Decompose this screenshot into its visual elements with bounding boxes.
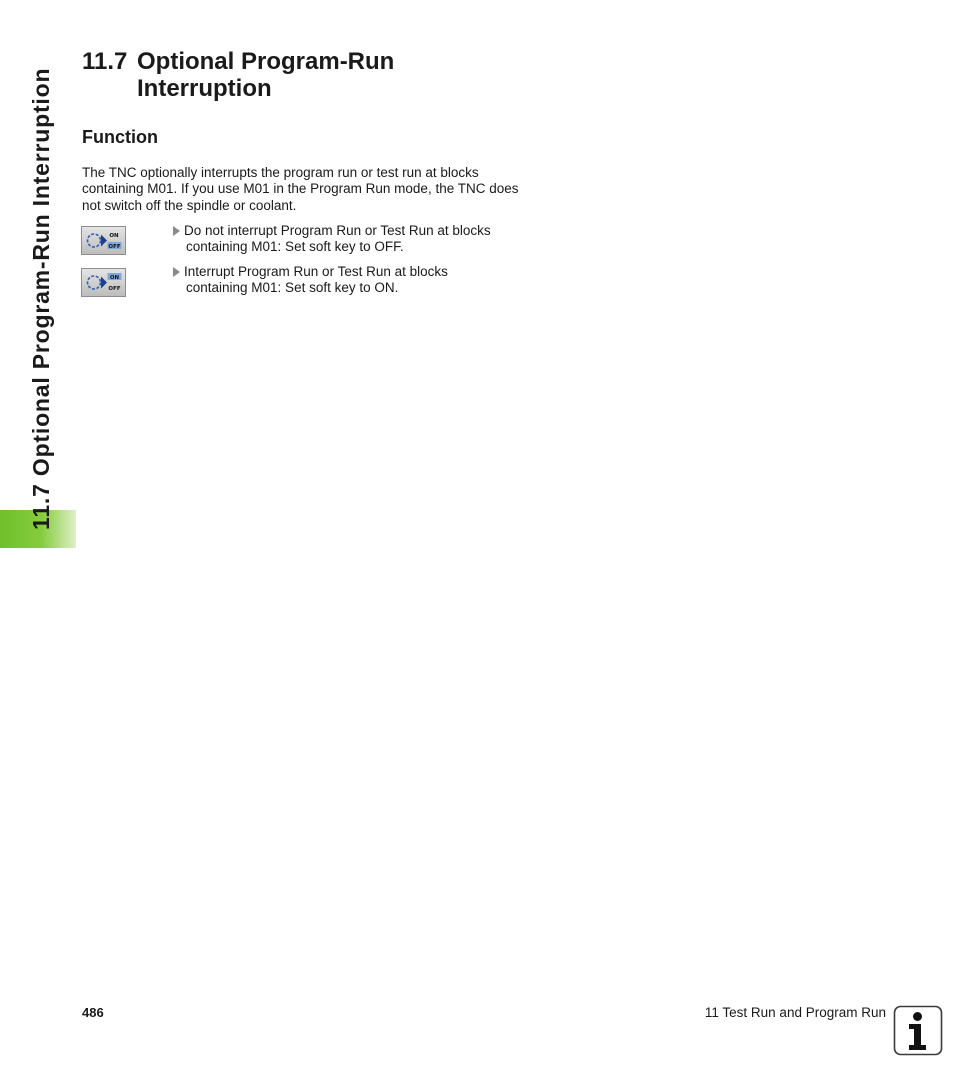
softkey-off-label: OFF — [108, 285, 121, 292]
step-text-line1: Do not interrupt Program Run or Test Run at blocks — [184, 223, 491, 238]
step-text-line2: containing M01: Set soft key to ON. — [186, 280, 399, 296]
bullet-arrow-icon — [173, 226, 180, 236]
chapter-title-line1: Optional Program-Run — [137, 48, 395, 75]
step-text-line1: Interrupt Program Run or Test Run at blocks — [184, 264, 448, 279]
page-title — [82, 48, 394, 102]
softkey-off-label: OFF — [108, 243, 121, 250]
chapter-title-line2: Interruption — [137, 75, 272, 102]
bullet-arrow-icon — [173, 267, 180, 277]
softkey-m01-on-icon — [81, 268, 126, 297]
step-item — [173, 264, 533, 297]
info-icon — [893, 1005, 943, 1056]
chapter-number: 11.7 — [82, 48, 128, 75]
step-item — [173, 223, 533, 256]
section-heading: Function — [82, 127, 158, 147]
softkey-m01-off-icon — [81, 226, 126, 255]
softkey-on-label: ON — [109, 233, 119, 239]
intro-paragraph: The TNC optionally interrupts the program run or test run at blocks containing M01. If you use M01 in the Program Run mode, the TNC does not switch off the spindle or coolant. — [82, 165, 519, 213]
softkey-on-label: ON — [109, 274, 120, 281]
step-text-line2: containing M01: Set soft key to OFF. — [186, 239, 404, 255]
footer-chapter-label: 11 Test Run and Program Run — [704, 1005, 886, 1020]
page-number: 486 — [82, 1005, 104, 1020]
sidebar-title: 11.7 Optional Program-Run Interruption — [28, 67, 54, 530]
